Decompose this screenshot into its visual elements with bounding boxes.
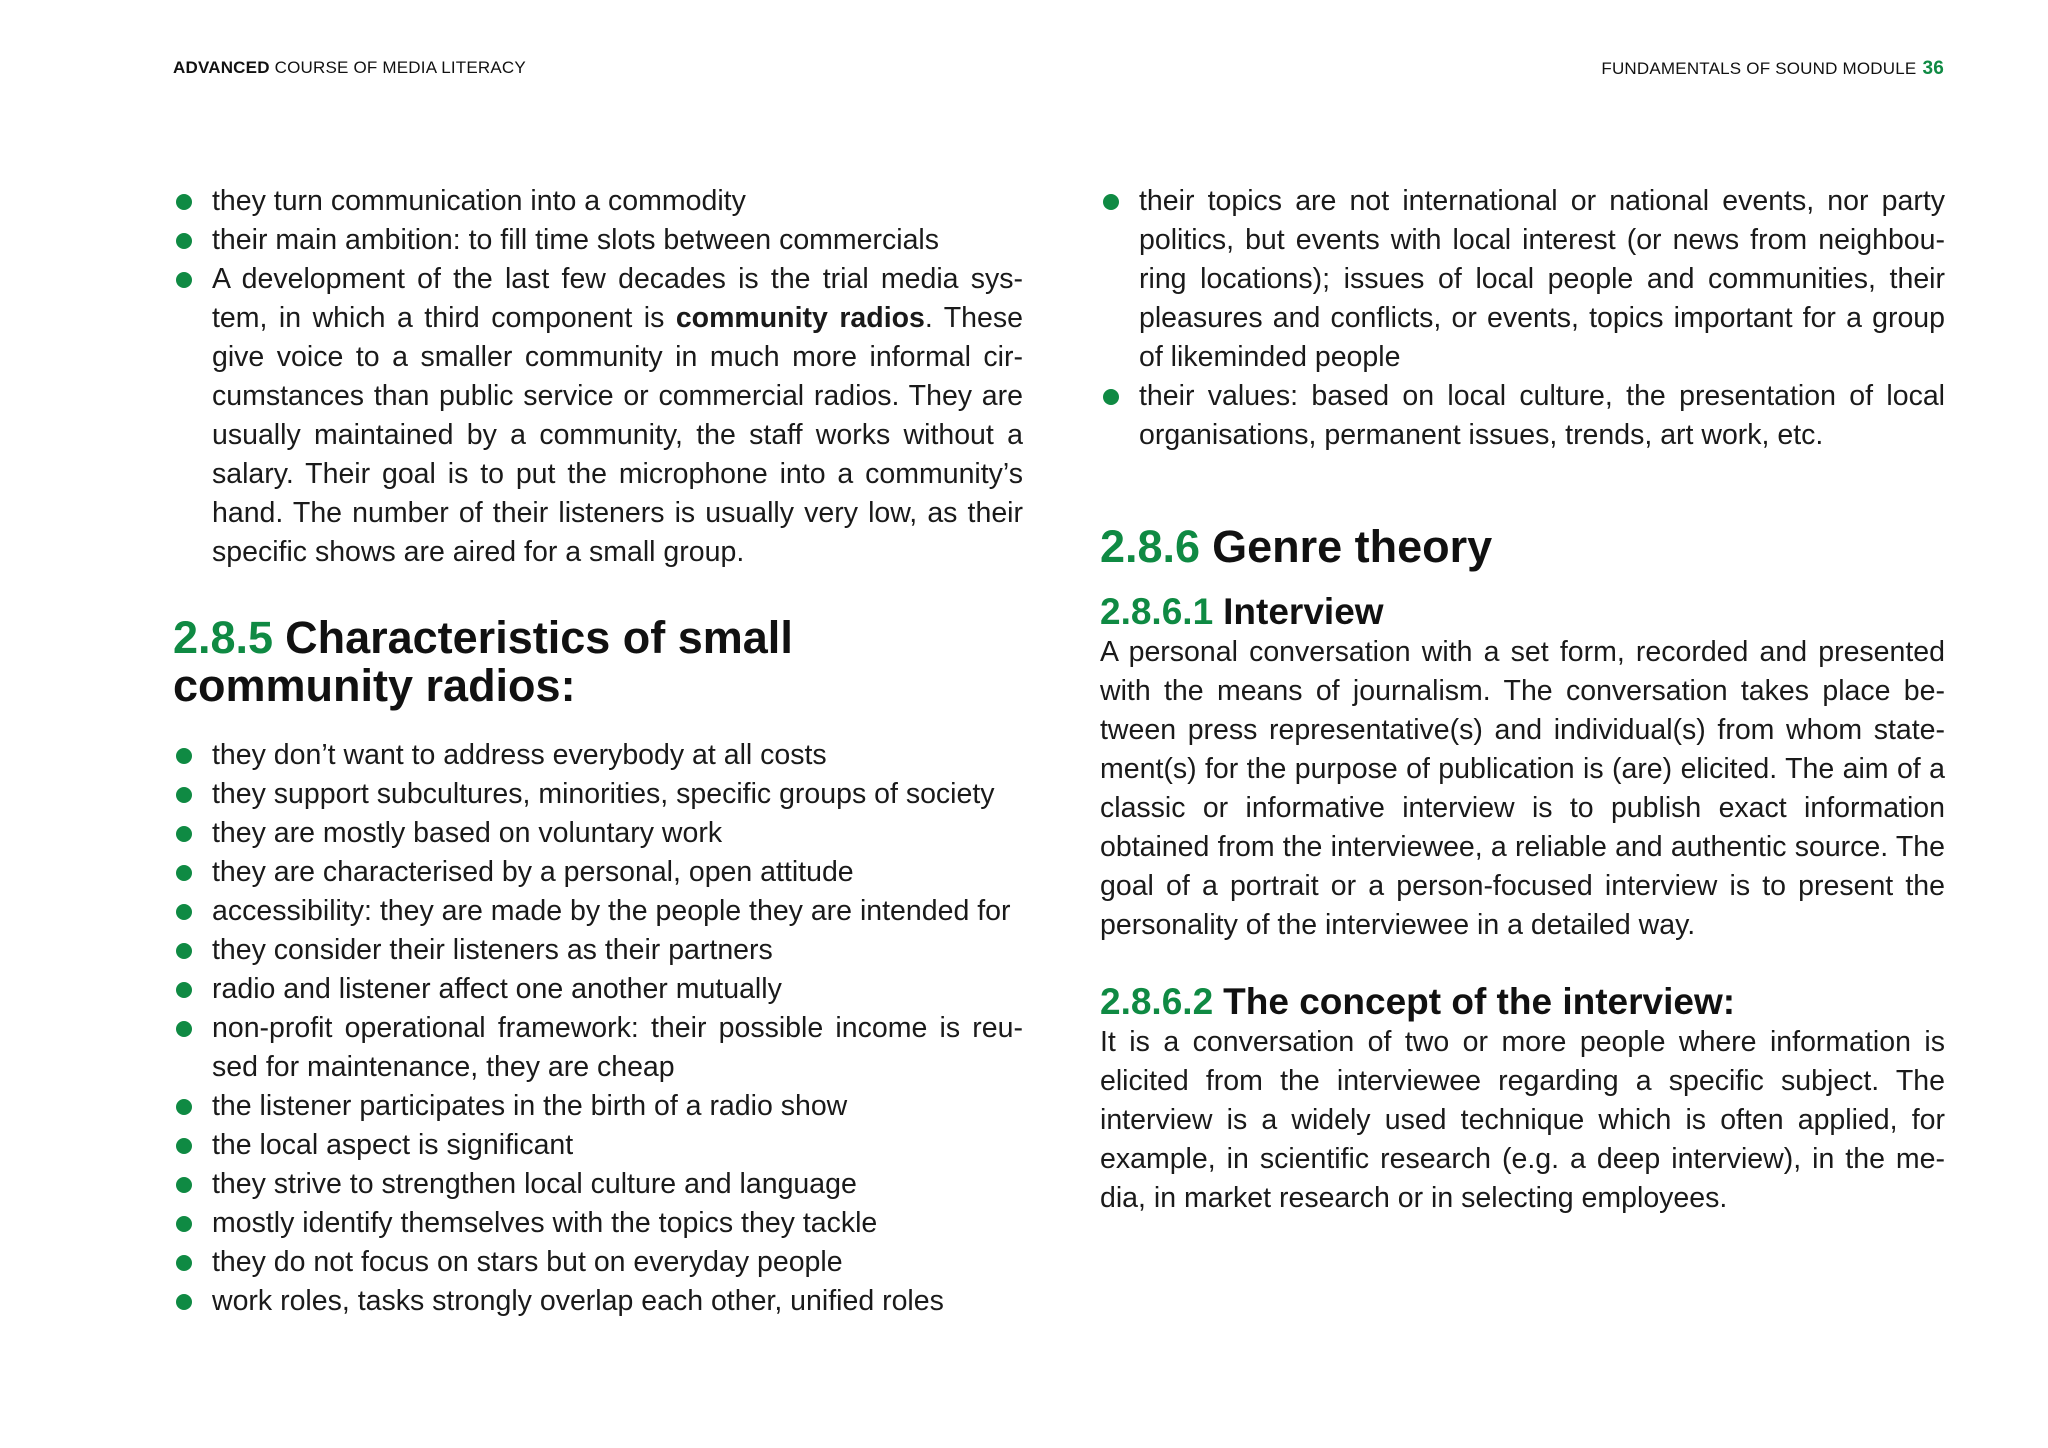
running-header-right	[1601, 58, 1944, 80]
module-title: FUNDAMENTALS OF SOUND MODULE	[1601, 59, 1917, 78]
bullet-icon	[176, 1099, 192, 1115]
bullet-icon	[176, 904, 192, 920]
list-item-text: they consider their listeners as their partners	[212, 934, 773, 966]
bullet-icon	[176, 1294, 192, 1310]
bullet-icon	[176, 272, 192, 288]
bullet-icon	[176, 1177, 192, 1193]
list-item	[173, 814, 1023, 853]
section-title: Genre theory	[1212, 521, 1493, 572]
list-item	[173, 1243, 1023, 1282]
list-item	[173, 853, 1023, 892]
list-item-text: . These give voice to a smaller community in much more informal cir-cumstances than public service or commercial radios. They are usually maintained by a community, the staff works without a salary. Their goal is to put the microphone into a community’s hand. The number of their listeners is usually very low, as their specific shows are aired for a small group.	[212, 302, 1023, 568]
list-item-text: A development of the last few decades is the trial media sys-tem, in which a third component is	[212, 263, 1023, 334]
list-item	[173, 931, 1023, 970]
course-level-label: ADVANCED	[173, 58, 270, 77]
list-item-text: the listener participates in the birth of a radio show	[212, 1090, 848, 1122]
list-item-text: they are mostly based on voluntary work	[212, 817, 723, 849]
running-header-left	[173, 58, 526, 78]
subsection-number: 2.8.6.2	[1100, 981, 1214, 1022]
list-item	[173, 775, 1023, 814]
left-top-bullet-list	[173, 182, 1023, 572]
bullet-icon	[176, 194, 192, 210]
list-item-text: they do not focus on stars but on everyday people	[212, 1246, 843, 1278]
bullet-icon	[176, 1138, 192, 1154]
interview-concept-paragraph: It is a conversation of two or more people where information is elicited from the interviewee regarding a specific subject. The interview is a widely used technique which is often applied, for example, in scientific research (e.g. a deep interview), in the me-dia, in market research or in selecting employees.	[1100, 1026, 1945, 1214]
list-item-text: they turn communication into a commodity	[212, 185, 746, 217]
list-item	[173, 892, 1023, 931]
bullet-icon	[1103, 194, 1119, 210]
page-number: 36	[1922, 58, 1944, 79]
list-item-text: they don’t want to address everybody at all costs	[212, 739, 827, 771]
section-heading-2-8-6	[1100, 523, 1945, 571]
list-item	[173, 1204, 1023, 1243]
bullet-icon	[176, 982, 192, 998]
subsection-title: The concept of the interview:	[1223, 981, 1736, 1022]
list-item-text: non-profit operational framework: their possible income is reu-sed for maintenance, they are cheap	[212, 1012, 1023, 1083]
list-item-text: the local aspect is significant	[212, 1129, 574, 1161]
list-item	[173, 182, 1023, 221]
right-top-bullet-list	[1100, 182, 1945, 455]
list-item	[173, 221, 1023, 260]
list-item-text: work roles, tasks strongly overlap each other, unified roles	[212, 1285, 944, 1317]
interview-paragraph: A personal conversation with a set form, recorded and presented with the means of journalism. The conversation takes place be-tween press representative(s) and individual(s) from whom state-ment(s) for the purpose of publication is (are) elicited. The aim of a classic or informative interview is to publish exact information obtained from the interviewee, a reliable and authentic source. The goal of a portrait or a person-focused interview is to present the personality of the interviewee in a detailed way.	[1100, 636, 1945, 941]
list-item	[173, 260, 1023, 572]
list-item	[173, 1165, 1023, 1204]
list-item-text: radio and listener affect one another mutually	[212, 973, 782, 1005]
bullet-icon	[176, 233, 192, 249]
bullet-icon	[176, 1021, 192, 1037]
bullet-icon	[176, 943, 192, 959]
bullet-icon	[176, 1216, 192, 1232]
list-item	[173, 736, 1023, 775]
section-heading-2-8-5	[173, 614, 1023, 710]
section-number: 2.8.5	[173, 612, 274, 663]
list-item	[173, 1126, 1023, 1165]
list-item-text: their values: based on local culture, the presentation of local organisations, permanent issues, trends, art work, etc.	[1139, 380, 1945, 451]
list-item-text: their main ambition: to fill time slots between commercials	[212, 224, 940, 256]
section-title: Characteristics of small community radios:	[173, 612, 793, 711]
list-item	[173, 1282, 1023, 1321]
bullet-icon	[176, 865, 192, 881]
list-item-text: they strive to strengthen local culture and language	[212, 1168, 857, 1200]
list-item-text: they are characterised by a personal, open attitude	[212, 856, 854, 888]
section-number: 2.8.6	[1100, 521, 1201, 572]
bullet-icon	[176, 1255, 192, 1271]
subsection-heading-2-8-6-1	[1100, 591, 1945, 633]
bullet-icon	[176, 787, 192, 803]
list-item-text: they support subcultures, minorities, specific groups of society	[212, 778, 995, 810]
list-item-text: accessibility: they are made by the people they are intended for	[212, 895, 1011, 927]
list-item	[1100, 182, 1945, 377]
subsection-heading-2-8-6-2	[1100, 981, 1945, 1023]
subsection-title: Interview	[1223, 591, 1384, 632]
list-item	[1100, 377, 1945, 455]
course-title: COURSE OF MEDIA LITERACY	[269, 58, 526, 77]
bullet-icon	[176, 748, 192, 764]
list-item-text: mostly identify themselves with the topics they tackle	[212, 1207, 878, 1239]
list-item-text: their topics are not international or national events, nor party politics, but events with local interest (or news from neighbou-ring locations); issues of local people and communities, their pleasures and conflicts, or events, topics important for a group of likeminded people	[1139, 185, 1945, 373]
right-column	[1100, 182, 1945, 1218]
subsection-number: 2.8.6.1	[1100, 591, 1214, 632]
bullet-icon	[176, 826, 192, 842]
characteristics-list	[173, 736, 1023, 1321]
list-item	[173, 1087, 1023, 1126]
list-item	[173, 1009, 1023, 1087]
bullet-icon	[1103, 389, 1119, 405]
emphasis-community-radios: community radios	[675, 302, 925, 334]
list-item	[173, 970, 1023, 1009]
left-column	[173, 182, 1023, 1321]
